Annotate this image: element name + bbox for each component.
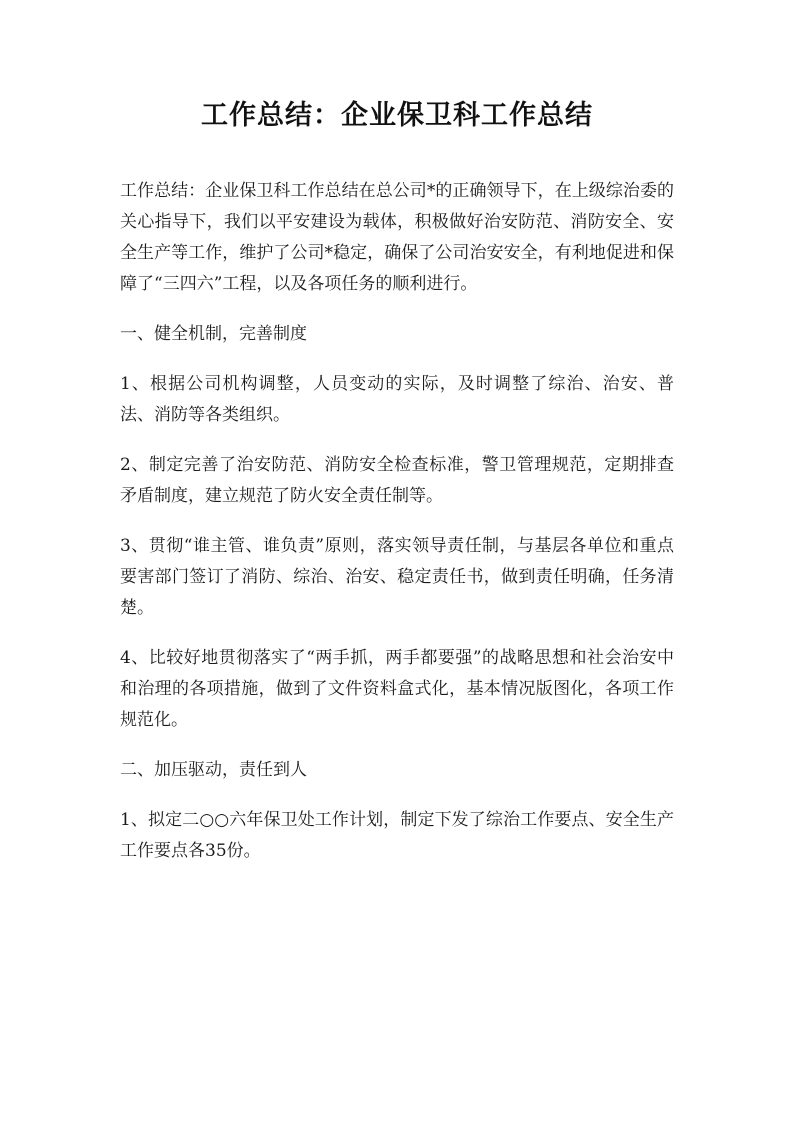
intro-paragraph: 工作总结：企业保卫科工作总结在总公司*的正确领导下，在上级综治委的关心指导下，我们以平安建设为载体，积极做好治安防范、消防安全、安全生产等工作，维护了公司*稳定，确保了公司治安安全，有利地促进和保障了“三四六”工程，以及各项任务的顺利进行。 xyxy=(120,181,674,294)
section-1-item-4: 4、比较好地贯彻落实了“两手抓，两手都要强”的战略思想和社会治安中和治理的各项措施，做到了文件资料盒式化，基本情况版图化，各项工作规范化。 xyxy=(120,648,674,730)
document-title: 工作总结：企业保卫科工作总结 xyxy=(201,100,593,131)
section-2-heading: 二、加压驱动，责任到人 xyxy=(120,760,307,780)
section-1-item-1: 1、根据公司机构调整，人员变动的实际，及时调整了综治、治安、普法、消防等各类组织。 xyxy=(120,374,674,425)
section-1-item-3: 3、贯彻“谁主管、谁负责”原则，落实领导责任制，与基层各单位和重点要害部门签订了消防、综治、治安、稳定责任书，做到责任明确，任务清楚。 xyxy=(120,536,674,618)
section-1-heading: 一、健全机制，完善制度 xyxy=(120,324,307,344)
section-1-item-2: 2、制定完善了治安防范、消防安全检查标准，警卫管理规范，定期排查矛盾制度，建立规范了防火安全责任制等。 xyxy=(120,455,674,506)
section-2-item-1: 1、拟定二○○六年保卫处工作计划，制定下发了综治工作要点、安全生产工作要点各35份。 xyxy=(120,810,674,861)
